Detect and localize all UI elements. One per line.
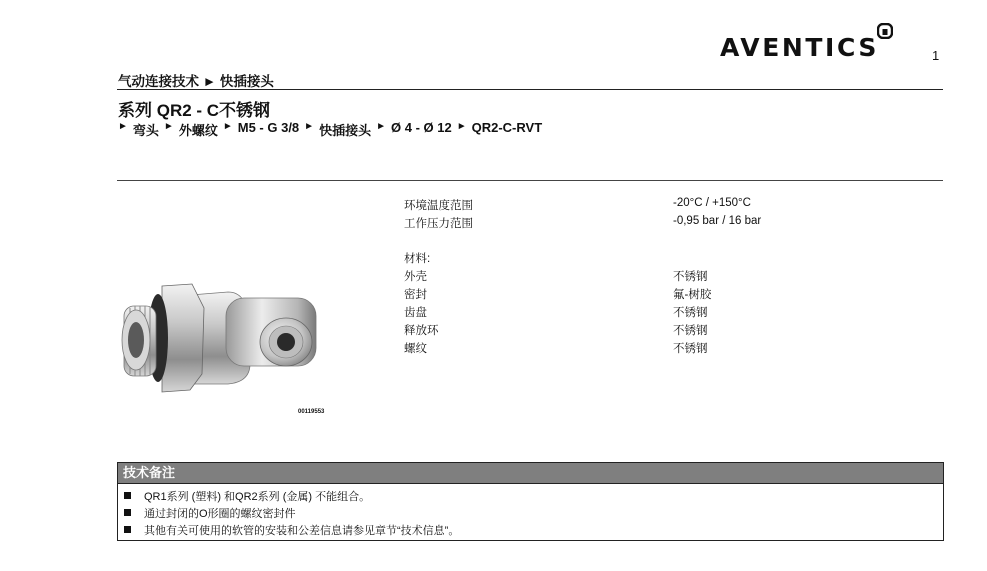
path-item: 弯头 (132, 123, 159, 138)
spec-value: 不锈钢 (673, 325, 708, 337)
spec-label: 螺纹 (404, 343, 427, 355)
series-title: 系列 QR2 - C不锈钢 (118, 101, 271, 120)
path-separator: ► (304, 121, 315, 132)
spec-label: 环境温度范围 (404, 200, 473, 212)
header-divider (117, 89, 943, 90)
technical-notes-box (117, 462, 944, 541)
note-item (124, 521, 937, 538)
path-item: QR2-C-RVT (471, 120, 543, 135)
path-item: Ø 4 - Ø 12 (391, 120, 452, 135)
spec-label: 齿盘 (404, 307, 427, 319)
technical-notes-list (118, 484, 943, 540)
path-separator: ► (222, 121, 233, 132)
technical-notes-header: 技术备注 (118, 463, 943, 484)
spec-label: 工作压力范围 (404, 218, 473, 230)
brand-name: AVENTICS (720, 33, 879, 62)
spec-value: 不锈钢 (673, 307, 708, 319)
path-separator: ► (376, 121, 386, 132)
path-separator: ► (118, 121, 128, 132)
square-bullet-icon (124, 509, 131, 516)
materials-heading: 材料: (404, 253, 431, 265)
note-text: 通过封闭的O形圈的螺纹密封件 (144, 507, 296, 520)
brand-logo (720, 34, 893, 62)
spec-value: 不锈钢 (673, 343, 708, 355)
path-item: 外螺纹 (178, 123, 218, 138)
square-bullet-icon (124, 526, 131, 533)
path-separator: ► (456, 121, 467, 132)
note-item (124, 487, 937, 504)
spec-value: -0,95 bar / 16 bar (673, 215, 762, 227)
spec-value: 氟-树胶 (673, 289, 712, 301)
note-text: 其他有关可使用的软管的安装和公差信息请参见章节“技术信息”。 (144, 524, 460, 537)
breadcrumb: 气动连接技术 ► 快插接头 (118, 74, 274, 89)
spec-label: 密封 (404, 289, 427, 301)
spec-value: 不锈钢 (673, 271, 708, 283)
image-code: 00119553 (298, 409, 325, 415)
product-path (118, 120, 542, 139)
path-item: M5 - G 3/8 (237, 120, 300, 135)
path-separator: ► (163, 121, 174, 132)
spec-value: -20°C / +150°C (673, 197, 751, 209)
page-number: 1 (932, 48, 940, 63)
brand-mark-icon (877, 23, 893, 39)
note-text: QR1系列 (塑料) 和QR2系列 (金属) 不能组合。 (144, 490, 371, 503)
spec-label: 外壳 (404, 271, 427, 283)
section-divider (117, 180, 943, 181)
spec-label: 释放环 (404, 325, 439, 337)
elbow-fitting-image (118, 278, 343, 403)
path-item: 快插接头 (319, 123, 372, 138)
note-item (124, 504, 937, 521)
square-bullet-icon (124, 492, 131, 499)
